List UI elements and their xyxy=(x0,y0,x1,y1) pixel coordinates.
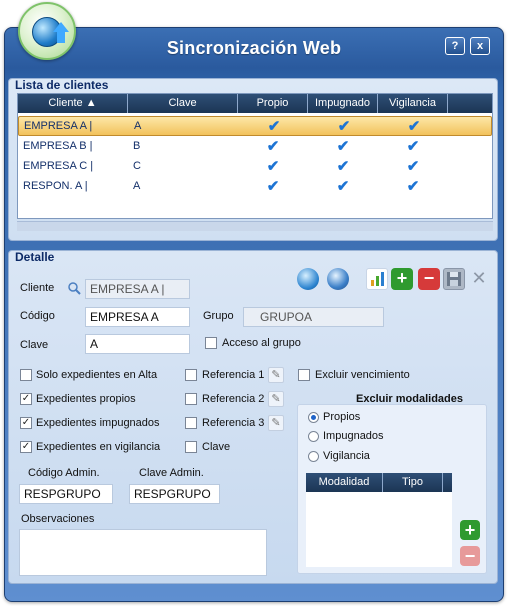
clients-grid-header xyxy=(18,94,492,113)
remove-icon[interactable]: − xyxy=(418,268,440,290)
check-icon: ✔ xyxy=(266,137,280,155)
clients-panel xyxy=(8,78,498,241)
pencil-icon[interactable]: ✎ xyxy=(268,367,284,383)
codigo-field[interactable]: EMPRESA A xyxy=(85,307,190,327)
cell-clave: A xyxy=(133,180,141,192)
radio-vigilancia-label: Vigilancia xyxy=(323,450,370,462)
pencil-icon[interactable]: ✎ xyxy=(268,391,284,407)
cell-cliente: EMPRESA A | xyxy=(24,120,93,132)
table-row[interactable] xyxy=(18,176,492,196)
clave-label: Clave xyxy=(20,339,49,351)
acceso-grupo-label: Acceso al grupo xyxy=(222,337,301,349)
vigilancia-checkbox[interactable]: ✓ xyxy=(21,441,31,452)
cancel-icon[interactable]: ✕ xyxy=(471,268,487,288)
impugnados-label: Expedientes impugnados xyxy=(36,417,160,429)
save-icon[interactable] xyxy=(443,268,465,290)
col-vigilancia[interactable]: Vigilancia xyxy=(378,94,448,113)
check-icon: ✔ xyxy=(266,177,280,195)
cell-cliente: EMPRESA C | xyxy=(23,160,94,172)
codigo-admin-label: Código Admin. xyxy=(28,467,100,479)
check-icon: ✔ xyxy=(406,137,420,155)
pencil-icon[interactable]: ✎ xyxy=(268,415,284,431)
cell-clave: A xyxy=(134,120,142,132)
solo-alta-checkbox[interactable] xyxy=(20,369,32,381)
table-row[interactable] xyxy=(18,136,492,156)
radio-propios-label: Propios xyxy=(323,411,361,423)
clients-grid xyxy=(17,93,493,219)
table-row[interactable] xyxy=(18,116,492,136)
codigo-admin-field[interactable]: RESPGRUPO xyxy=(19,484,113,504)
propios-checkbox[interactable]: ✓ xyxy=(21,393,31,404)
excluir-vencimiento-checkbox[interactable] xyxy=(298,369,310,381)
globe-icon[interactable] xyxy=(327,268,349,290)
observaciones-textarea[interactable] xyxy=(19,529,267,576)
referencia-1-checkbox[interactable] xyxy=(185,369,197,381)
modalidades-grid-header xyxy=(306,473,452,492)
remove-modalidad-icon[interactable]: − xyxy=(460,546,480,566)
observaciones-label: Observaciones xyxy=(21,513,95,525)
clave-admin-label: Clave Admin. xyxy=(139,467,204,479)
referencia-2-checkbox[interactable] xyxy=(185,393,197,405)
help-button[interactable]: ? xyxy=(445,37,465,55)
col-clave[interactable]: Clave xyxy=(128,94,238,113)
check-icon: ✔ xyxy=(336,177,350,195)
referencia-3-label: Referencia 3 xyxy=(202,417,265,429)
clave-check-label: Clave xyxy=(202,441,231,453)
acceso-grupo-checkbox[interactable] xyxy=(205,337,217,349)
modalidades-grid[interactable] xyxy=(306,492,452,567)
chart-icon[interactable] xyxy=(366,268,388,290)
web-sync-icon[interactable] xyxy=(297,268,319,290)
referencia-1-label: Referencia 1 xyxy=(202,369,265,381)
check-icon: ✔ xyxy=(336,137,350,155)
referencia-3-checkbox[interactable] xyxy=(185,417,197,429)
check-icon: ✔ xyxy=(337,117,351,135)
excluir-vencimiento-label: Excluir vencimiento xyxy=(315,369,410,381)
grupo-label: Grupo xyxy=(203,310,234,322)
cliente-label: Cliente xyxy=(20,282,55,294)
radio-vigilancia[interactable] xyxy=(308,451,319,462)
vigilancia-label: Expedientes en vigilancia xyxy=(36,441,161,453)
check-icon: ✔ xyxy=(406,157,420,175)
cell-cliente: EMPRESA B | xyxy=(23,140,93,152)
cliente-field[interactable]: EMPRESA A | xyxy=(85,279,190,299)
check-icon: ✔ xyxy=(406,177,420,195)
cell-clave: B xyxy=(133,140,141,152)
col-tipo[interactable]: Tipo xyxy=(383,473,443,492)
add-icon[interactable]: + xyxy=(391,268,413,290)
clients-panel-title: Lista de clientes xyxy=(15,78,109,92)
col-cliente[interactable]: Cliente ▲ xyxy=(18,94,128,113)
window-title: Sincronización Web xyxy=(166,38,342,58)
propios-label: Expedientes propios xyxy=(36,393,136,405)
col-impugnado[interactable]: Impugnado xyxy=(308,94,378,113)
check-icon: ✔ xyxy=(267,117,281,135)
codigo-label: Código xyxy=(20,310,55,322)
clave-field[interactable]: A xyxy=(85,334,190,354)
search-icon[interactable] xyxy=(67,281,81,298)
horizontal-scrollbar[interactable] xyxy=(17,221,493,231)
radio-impugnados-label: Impugnados xyxy=(323,430,384,442)
close-button[interactable]: x xyxy=(470,37,490,55)
col-modalidad[interactable]: Modalidad xyxy=(306,473,383,492)
cell-cliente: RESPON. A | xyxy=(23,180,88,192)
impugnados-checkbox[interactable]: ✓ xyxy=(21,417,31,428)
col-propio[interactable]: Propio xyxy=(238,94,308,113)
clave-checkbox[interactable] xyxy=(185,441,197,453)
excluir-modalidades-title: Excluir modalidades xyxy=(356,393,463,405)
check-icon: ✔ xyxy=(336,157,350,175)
solo-alta-label: Solo expedientes en Alta xyxy=(36,369,158,381)
detail-panel-title: Detalle xyxy=(15,250,55,264)
referencia-2-label: Referencia 2 xyxy=(202,393,265,405)
radio-propios[interactable] xyxy=(308,412,319,423)
cell-clave: C xyxy=(133,160,141,172)
clave-admin-field[interactable]: RESPGRUPO xyxy=(129,484,220,504)
grupo-field[interactable]: GRUPOA xyxy=(243,307,384,327)
add-modalidad-icon[interactable]: + xyxy=(460,520,480,540)
check-icon: ✔ xyxy=(266,157,280,175)
table-row[interactable] xyxy=(18,156,492,176)
radio-impugnados[interactable] xyxy=(308,431,319,442)
check-icon: ✔ xyxy=(407,117,421,135)
